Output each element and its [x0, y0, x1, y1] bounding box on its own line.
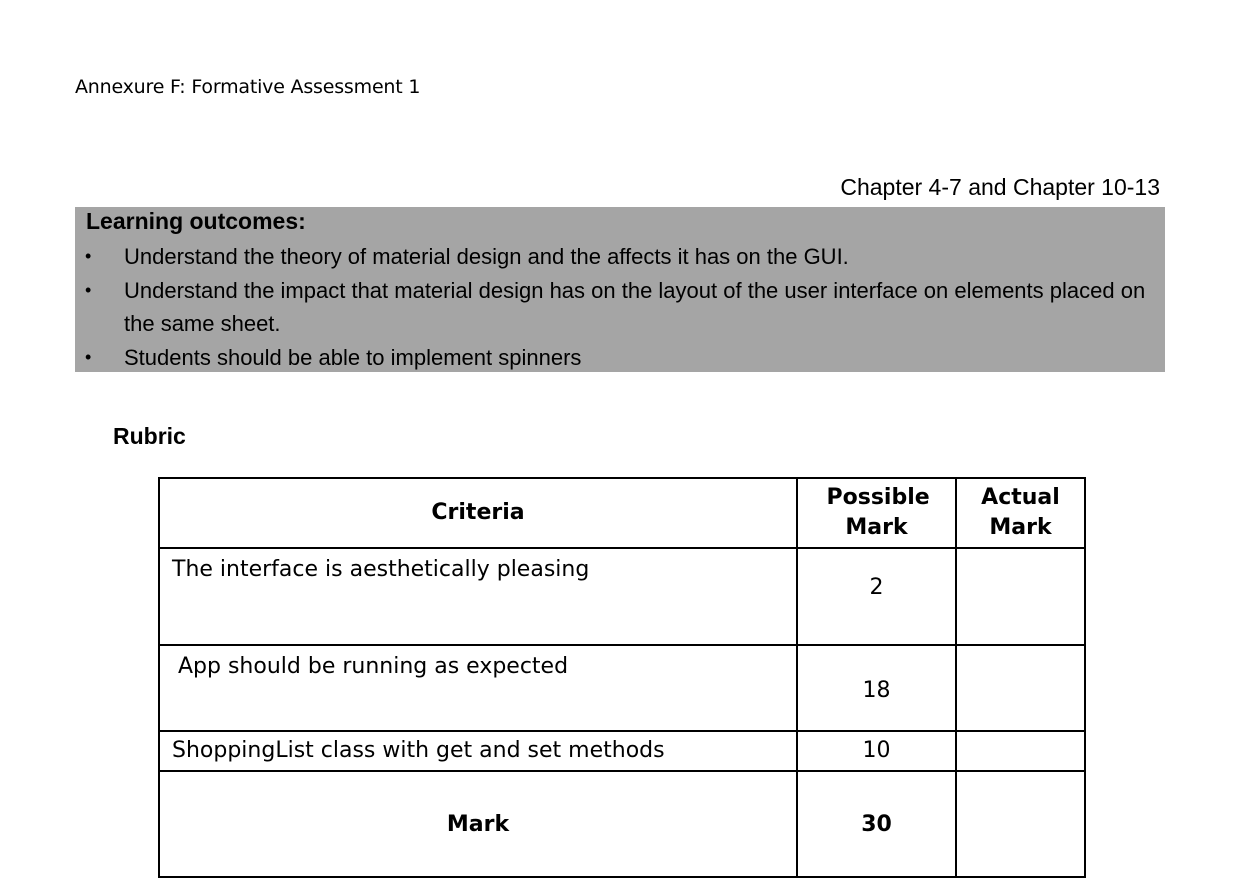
actual-mark-cell[interactable]: [956, 548, 1085, 645]
learning-outcomes-box: [75, 207, 1165, 372]
possible-mark-cell: 10: [797, 731, 956, 771]
possible-mark-header: [797, 478, 956, 548]
learning-outcome-text: Understand the theory of material design and the affects it has on the GUI.: [124, 244, 849, 269]
possible-mark-cell: 18: [797, 645, 956, 731]
actual-mark-header: [956, 478, 1085, 548]
bullet-icon: •: [85, 279, 92, 300]
actual-mark-cell[interactable]: [956, 645, 1085, 731]
learning-outcome-text: Students should be able to implement spinners: [124, 344, 582, 370]
actual-mark-header-text: Actual Mark: [981, 485, 1060, 540]
total-label-cell: Mark: [159, 771, 797, 877]
actual-mark-cell[interactable]: [956, 731, 1085, 771]
learning-outcome-item: [75, 274, 1165, 341]
learning-outcome-item: [75, 240, 1165, 274]
criteria-cell: ShoppingList class with get and set methods: [159, 731, 797, 771]
rubric-table: [158, 477, 1086, 878]
criteria-cell: App should be running as expected: [159, 645, 797, 731]
possible-mark-header-text: Possible Mark: [826, 485, 930, 540]
document-header: Annexure F: Formative Assessment 1: [75, 76, 421, 98]
criteria-header: Criteria: [159, 478, 797, 548]
learning-outcomes-list: [75, 240, 1165, 374]
total-actual-cell[interactable]: [956, 771, 1085, 877]
learning-outcome-text: Understand the impact that material design has on the layout of the user interface on elements placed on the same sheet.: [124, 277, 1146, 336]
learning-outcome-item: [75, 341, 1165, 375]
table-header-row: [159, 478, 1085, 548]
bullet-icon: •: [85, 246, 92, 266]
rubric-title: Rubric: [113, 423, 186, 449]
bullet-icon: •: [85, 346, 92, 367]
total-row: [159, 771, 1085, 877]
learning-outcomes-heading: Learning outcomes:: [86, 208, 306, 234]
total-possible-cell: 30: [797, 771, 956, 877]
possible-mark-cell: 2: [797, 548, 956, 645]
table-row: [159, 645, 1085, 731]
table-row: [159, 548, 1085, 645]
criteria-cell: The interface is aesthetically pleasing: [159, 548, 797, 645]
chapter-reference: Chapter 4-7 and Chapter 10-13: [840, 174, 1160, 200]
table-row: [159, 731, 1085, 771]
